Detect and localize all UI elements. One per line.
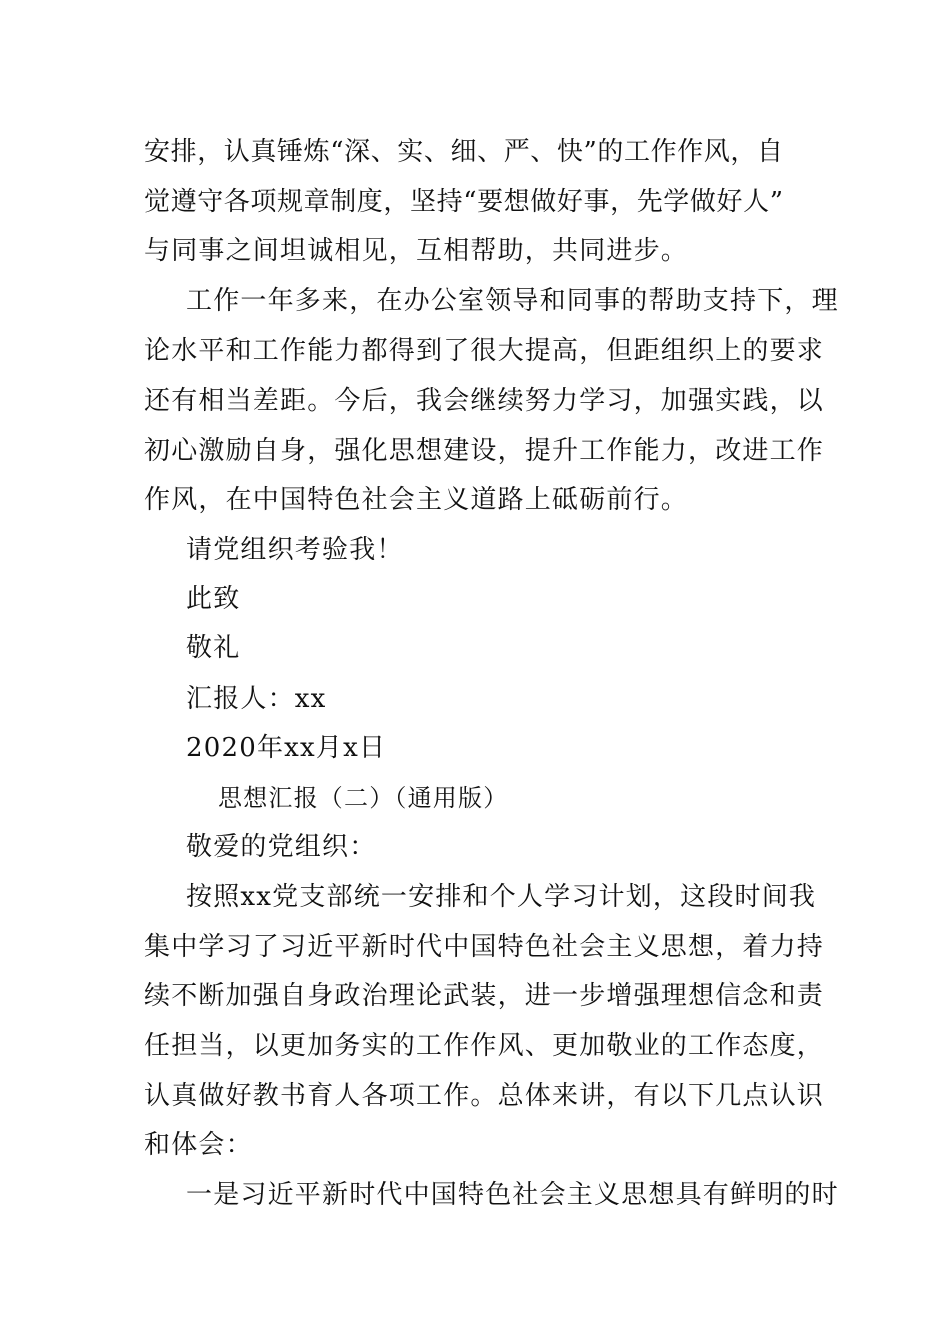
section-title: 思想汇报（二）（通用版） (218, 784, 509, 812)
text-line: 续不断加强自身政治理论武装，进一步增强理想信念和责 (144, 981, 825, 1011)
text-line: 还有相当差距。今后，我会继续努力学习，加强实践，以 (144, 386, 825, 416)
greeting: 敬爱的党组织： (186, 832, 377, 862)
text-line: 任担当，以更加务实的工作作风、更加敬业的工作态度， (144, 1031, 825, 1061)
closing-request: 请党组织考验我！ (186, 535, 404, 565)
text-line: 安排，认真锤炼“深、实、细、严、快”的工作作风，自 (144, 137, 784, 167)
text-line: 认真做好教书育人各项工作。总体来讲，有以下几点认识 (144, 1081, 825, 1111)
paragraph-start: 工作一年多来，在办公室领导和同事的帮助支持下，理 (186, 286, 839, 316)
text-line: 初心激励自身，强化思想建设，提升工作能力，改进工作 (144, 436, 825, 466)
text-line: 集中学习了习近平新时代中国特色社会主义思想，着力持 (144, 932, 825, 962)
text-line: 作风，在中国特色社会主义道路上砥砺前行。 (144, 485, 689, 515)
text-line: 与同事之间坦诚相见，互相帮助，共同进步。 (144, 236, 689, 266)
text-line: 觉遵守各项规章制度，坚持“要想做好事，先学做好人” (144, 187, 784, 217)
paragraph-start: 一是习近平新时代中国特色社会主义思想具有鲜明的时 (186, 1180, 839, 1210)
closing-regards: 敬礼 (186, 633, 241, 663)
text-line: 和体会： (144, 1130, 253, 1160)
paragraph-start: 按照xx党支部统一安排和个人学习计划，这段时间我 (186, 882, 817, 912)
text-line: 论水平和工作能力都得到了很大提高，但距组织上的要求 (144, 336, 825, 366)
closing-salutation: 此致 (186, 584, 241, 614)
reporter-signature: 汇报人：xx (186, 684, 327, 714)
report-date: 2020年xx月x日 (186, 733, 387, 763)
